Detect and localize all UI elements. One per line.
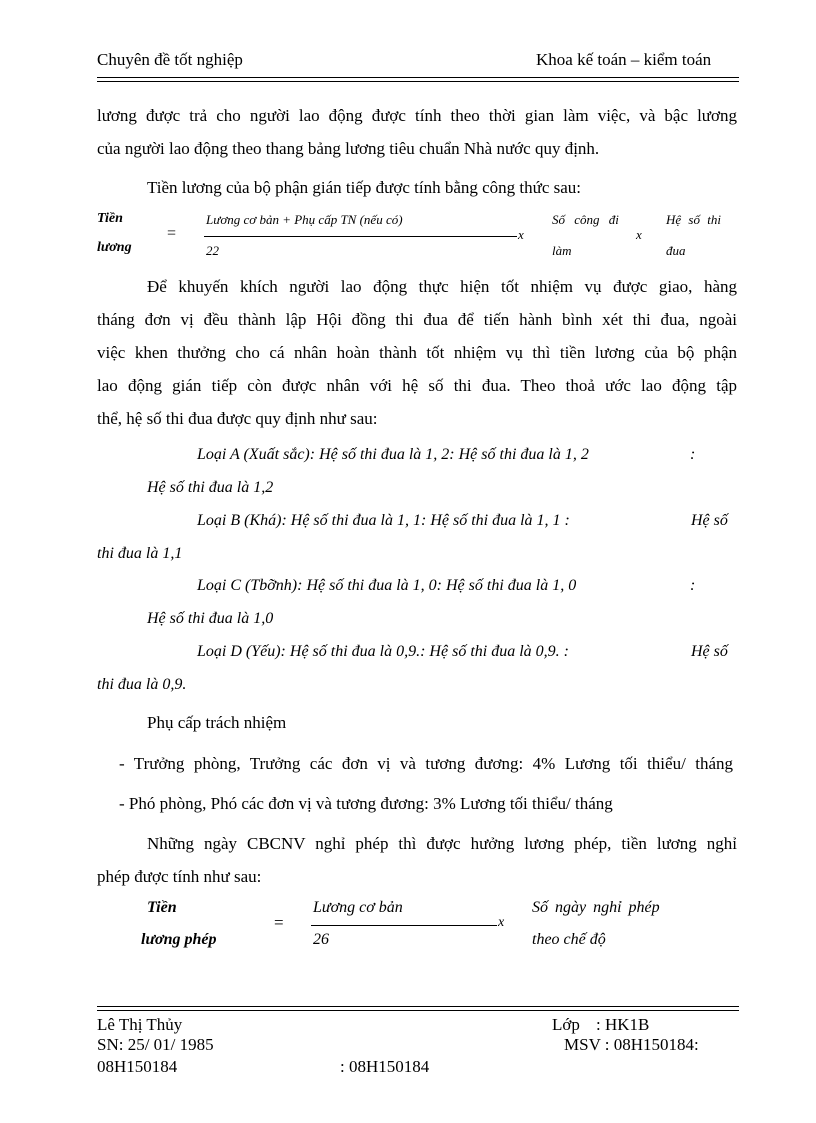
allowance-title: Phụ cấp trách nhiệm [147, 713, 287, 732]
formula2-times: x [498, 915, 505, 930]
para3-line5: thể, hệ số thi đua được quy định như sau: [97, 409, 378, 428]
formula1-denominator: 22 [206, 243, 219, 258]
allowance-item-1: - Trưởng phòng, Trưởng các đơn vị và tương đương: 4% Lương tối thiểu/ tháng [119, 754, 733, 773]
formula1-numerator: Lương cơ bản + Phụ cấp TN (nếu có) [206, 212, 403, 227]
grade-d-tail: Hệ số [691, 643, 728, 660]
footer-rule-2 [97, 1010, 739, 1011]
grade-c-line2: Hệ số thi đua là 1,0 [147, 610, 274, 627]
formula2-rhs-line2: theo chế độ [532, 931, 606, 948]
formula1-times-2: x [636, 227, 642, 242]
formula1-lhs-line2: lương [97, 240, 132, 255]
formula1-days-line1: Số công đi [552, 212, 619, 227]
footer-student-code: MSV : 08H150184: [564, 1035, 699, 1054]
formula2-fraction-line [311, 925, 497, 926]
header-rule-1 [97, 77, 739, 78]
para3-line2: tháng đơn vị đều thành lập Hội đồng thi đua để tiến hành bình xét thi đua, ngoài [97, 310, 737, 329]
grade-b-line1: Loại B (Khá): Hệ số thi đua là 1, 1: Hệ số thi đua là 1, 1 : [197, 512, 570, 529]
para4-line1: Những ngày CBCNV nghỉ phép thì được hưởng lương phép, tiền lương nghỉ [147, 834, 737, 853]
formula1-times-1: x [518, 227, 524, 242]
formula1-coef-line1: Hệ số thi [666, 212, 721, 227]
formula1-fraction-line [204, 236, 517, 237]
para1-line1: lương được trả cho người lao động được tính theo thời gian làm việc, và bậc lương [97, 106, 737, 125]
footer-id-1: 08H150184 [97, 1057, 178, 1076]
para3-line1: Để khuyến khích người lao động thực hiện tốt nhiệm vụ được giao, hàng [147, 277, 737, 296]
footer-student-name: Lê Thị Thủy [97, 1015, 183, 1034]
header-title-right: Khoa kế toán – kiểm toán [536, 50, 712, 69]
grade-d-line1: Loại D (Yếu): Hệ số thi đua là 0,9.: Hệ số thi đua là 0,9. : [197, 643, 569, 660]
footer-class-value: : HK1B [596, 1015, 650, 1034]
formula2-equals: = [274, 913, 284, 932]
formula2-denominator: 26 [313, 931, 329, 948]
formula1-coef-line2: đua [666, 243, 686, 258]
formula2-rhs-line1: Số ngày nghỉ phép [532, 899, 660, 916]
grade-a-line1: Loại A (Xuất sắc): Hệ số thi đua là 1, 2: Hệ số thi đua là 1, 2 [197, 446, 589, 463]
footer-rule-1 [97, 1006, 739, 1007]
grade-b-line2: thi đua là 1,1 [97, 545, 183, 562]
para3-line4: lao động gián tiếp còn được nhân với hệ số thi đua. Theo thoả ước lao động tập [97, 376, 737, 395]
formula2-lhs-line2: lương phép [141, 931, 217, 948]
footer-id-2: : 08H150184 [340, 1057, 430, 1076]
header-rule-2 [97, 81, 739, 82]
grade-a-line2: Hệ số thi đua là 1,2 [147, 479, 274, 496]
para1-line2: của người lao động theo thang bảng lương tiêu chuẩn Nhà nước quy định. [97, 139, 600, 158]
grade-c-colon: : [690, 577, 696, 594]
formula1-lhs-line1: Tiền [97, 211, 123, 226]
footer-dob: SN: 25/ 01/ 1985 [97, 1035, 214, 1054]
grade-a-colon: : [690, 446, 696, 463]
formula2-lhs-line1: Tiền [147, 899, 177, 916]
grade-c-line1: Loại C (Tbỡnh): Hệ số thi đua là 1, 0: Hệ số thi đua là 1, 0 [197, 577, 577, 594]
formula1-days-line2: làm [552, 243, 572, 258]
formula2-numerator: Lương cơ bản [313, 899, 403, 916]
para4-line2: phép được tính như sau: [97, 867, 262, 886]
grade-b-tail: Hệ số [691, 512, 728, 529]
grade-d-line2: thi đua là 0,9. [97, 676, 187, 693]
allowance-item-2: - Phó phòng, Phó các đơn vị và tương đương: 3% Lương tối thiểu/ tháng [119, 794, 613, 813]
para2: Tiền lương của bộ phận gián tiếp được tính bằng công thức sau: [147, 178, 582, 197]
header-title-left: Chuyên đề tốt nghiệp [97, 50, 243, 69]
formula1-equals: = [167, 225, 177, 242]
footer-class-label: Lớp [552, 1015, 580, 1034]
para3-line3: việc khen thưởng cho cá nhân hoàn thành tốt nhiệm vụ thì tiền lương của bộ phận [97, 343, 737, 362]
